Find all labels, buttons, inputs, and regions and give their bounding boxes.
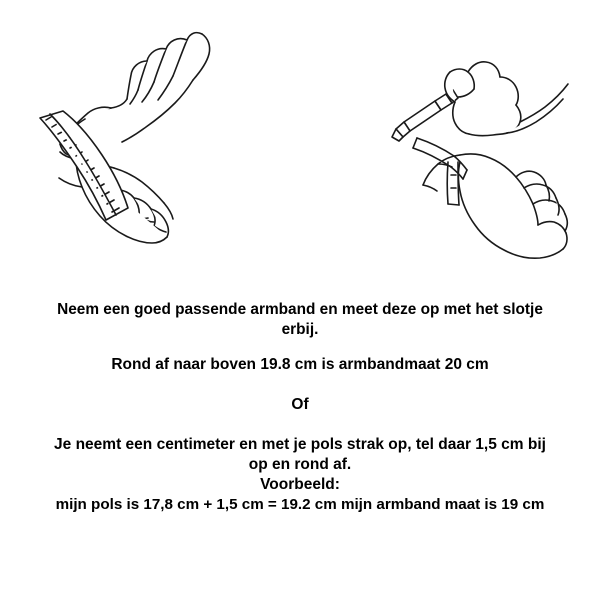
- instruction-line-3b: op en rond af.: [248, 455, 352, 473]
- instruction-line-1: Neem een goed passende armband en meet deze op met het slotje: [57, 301, 543, 318]
- hand-measuring-bracelet-with-tape: [6, 0, 296, 290]
- hand-marking-wrist-with-pencil-and-tape: [300, 0, 590, 290]
- instruction-line-2: Rond af naar boven 19.8 cm is armbandmaat 20 cm: [111, 356, 489, 374]
- instruction-line-1b: erbij.: [281, 320, 319, 338]
- instructions-text-block: [0, 300, 600, 514]
- illustration-area: [0, 0, 600, 285]
- instruction-line-3: Je neemt een centimeter en met je pols strak op, tel daar 1,5 cm bij: [54, 436, 546, 454]
- instruction-or: Of: [291, 396, 309, 414]
- instruction-example-label: Voorbeeld:: [260, 475, 340, 493]
- instruction-example-calculation: mijn pols is 17,8 cm + 1,5 cm = 19.2 cm mijn armband maat is 19 cm: [55, 495, 545, 513]
